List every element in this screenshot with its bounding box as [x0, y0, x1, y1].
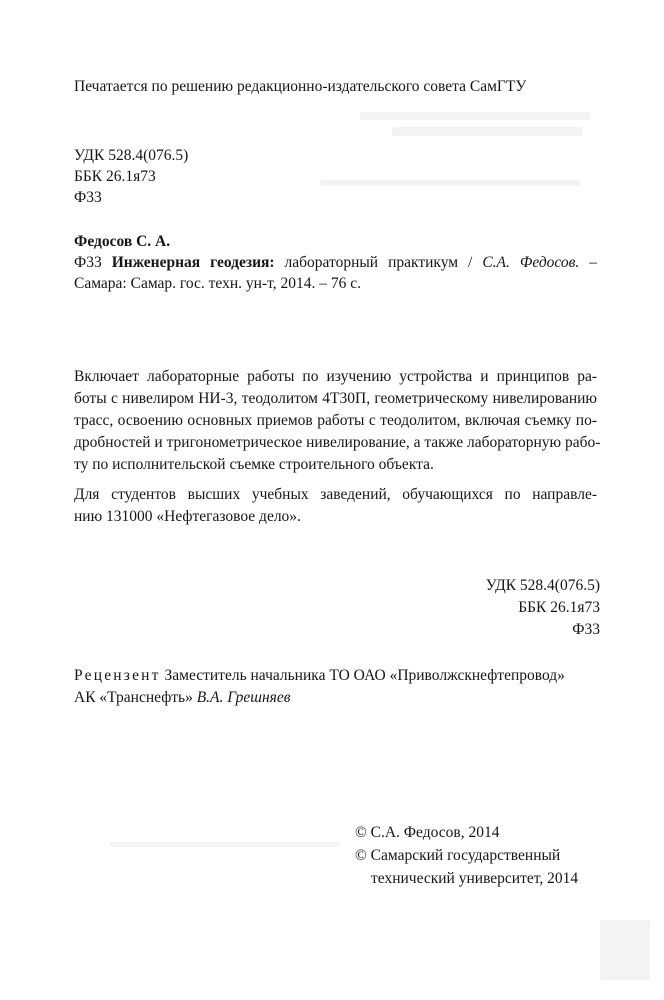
imprint-line: Самара: Самар. гос. техн. ун-т, 2014. – 76 с. — [74, 275, 361, 292]
udk-code-top: УДК 528.4(076.5) — [74, 147, 189, 164]
audience-line: Для студентов высших учебных заведений, обучающихся по направле- — [74, 486, 597, 503]
bleed-through-mark — [392, 127, 582, 136]
bbk-code-bottom: ББК 26.1я73 — [518, 599, 600, 616]
bleed-through-mark — [600, 920, 650, 980]
copyright-university-cont: технический университет, 2014 — [371, 870, 579, 887]
reviewer-label: Рецензент — [74, 667, 161, 684]
book-title: Инженерная геодезия: — [111, 254, 275, 271]
annotation-line: дробностей и тригонометрическое нивелирование, а также лабораторную рабо- — [74, 434, 601, 451]
publisher-note: Печатается по решению редакционно-издательского совета СамГТУ — [74, 78, 527, 95]
copyright-author: © С.А. Федосов, 2014 — [355, 824, 500, 841]
copyright-university: © Самарский государственный — [355, 847, 561, 864]
book-subtitle: лабораторный практикум / — [284, 254, 473, 271]
reviewer-organization: АК «Транснефть» — [74, 689, 193, 706]
bleed-through-mark — [320, 180, 580, 186]
author-mark-top: Ф33 — [74, 189, 102, 206]
annotation-line: Включает лабораторные работы по изучению устройства и принципов ра- — [74, 368, 597, 385]
author-mark-bottom: Ф33 — [572, 621, 600, 638]
reviewer-line — [74, 666, 565, 686]
bibliographic-title-line — [74, 253, 597, 273]
bleed-through-mark — [110, 842, 340, 847]
audience-line: нию 131000 «Нефтегазовое дело». — [74, 508, 301, 525]
bleed-through-mark — [360, 112, 590, 120]
author-heading: Федосов С. А. — [74, 233, 171, 250]
reviewer-name: В.А. Грешняев — [196, 689, 291, 706]
bbk-code-top: ББК 26.1я73 — [74, 168, 156, 185]
reviewer-position: Заместитель начальника ТО ОАО «Приволжскнефтепровод» — [164, 667, 565, 684]
udk-code-bottom: УДК 528.4(076.5) — [485, 577, 600, 594]
annotation-line: боты с нивелиром НИ-3, теодолитом 4Т30П, геометрическому нивелированию — [74, 390, 597, 407]
annotation-line: ту по исполнительской съемке строительного объекта. — [74, 456, 434, 473]
author-responsibility: С.А. Федосов. — [482, 254, 580, 271]
annotation-line: трасс, освоению основных приемов работы с теодолитом, включая съемку по- — [74, 412, 597, 429]
reviewer-line-2 — [74, 688, 291, 708]
dash: – — [589, 254, 598, 271]
author-mark-inline: Ф33 — [74, 254, 102, 271]
